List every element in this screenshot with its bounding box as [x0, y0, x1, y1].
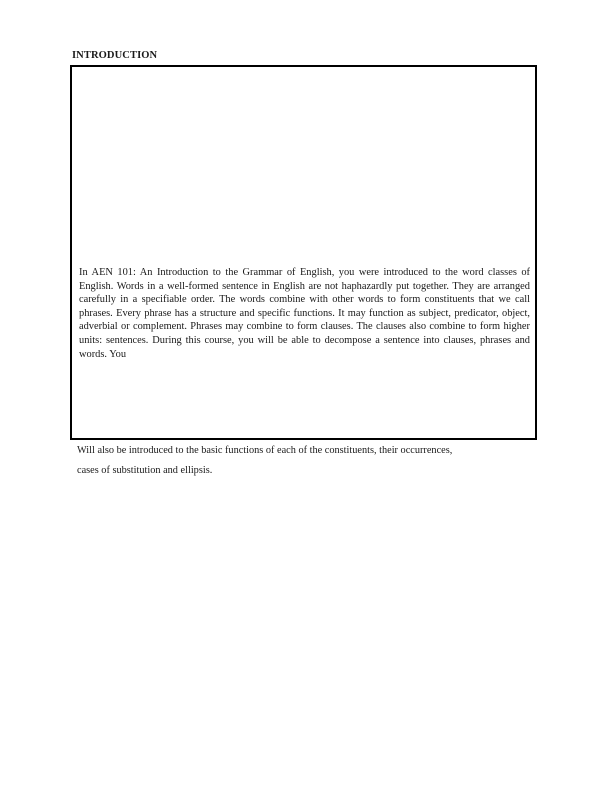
- continuation-line-1: Will also be introduced to the basic functions of each of the constituents, their occurrences,: [77, 445, 453, 456]
- section-heading: INTRODUCTION: [72, 50, 158, 61]
- text-frame: [70, 65, 537, 440]
- intro-paragraph: In AEN 101: An Introduction to the Grammar of English, you were introduced to the word classes of English. Words in a well-formed sentence in English are not haphazardly put together. They are arranged carefully in a specifiable order. The words combine with other words to form constituents that we call phrases. Every phrase has a structure and specific functions. It may function as subject, predicator, object, adverbial or complement. Phrases may combine to form clauses. The clauses also combine to form higher units: sentences. During this course, you will be able to decompose a sentence into clauses, phrases and words. You: [79, 267, 530, 360]
- continuation-paragraph: [77, 441, 527, 481]
- continuation-line-2: cases of substitution and ellipsis.: [77, 465, 213, 476]
